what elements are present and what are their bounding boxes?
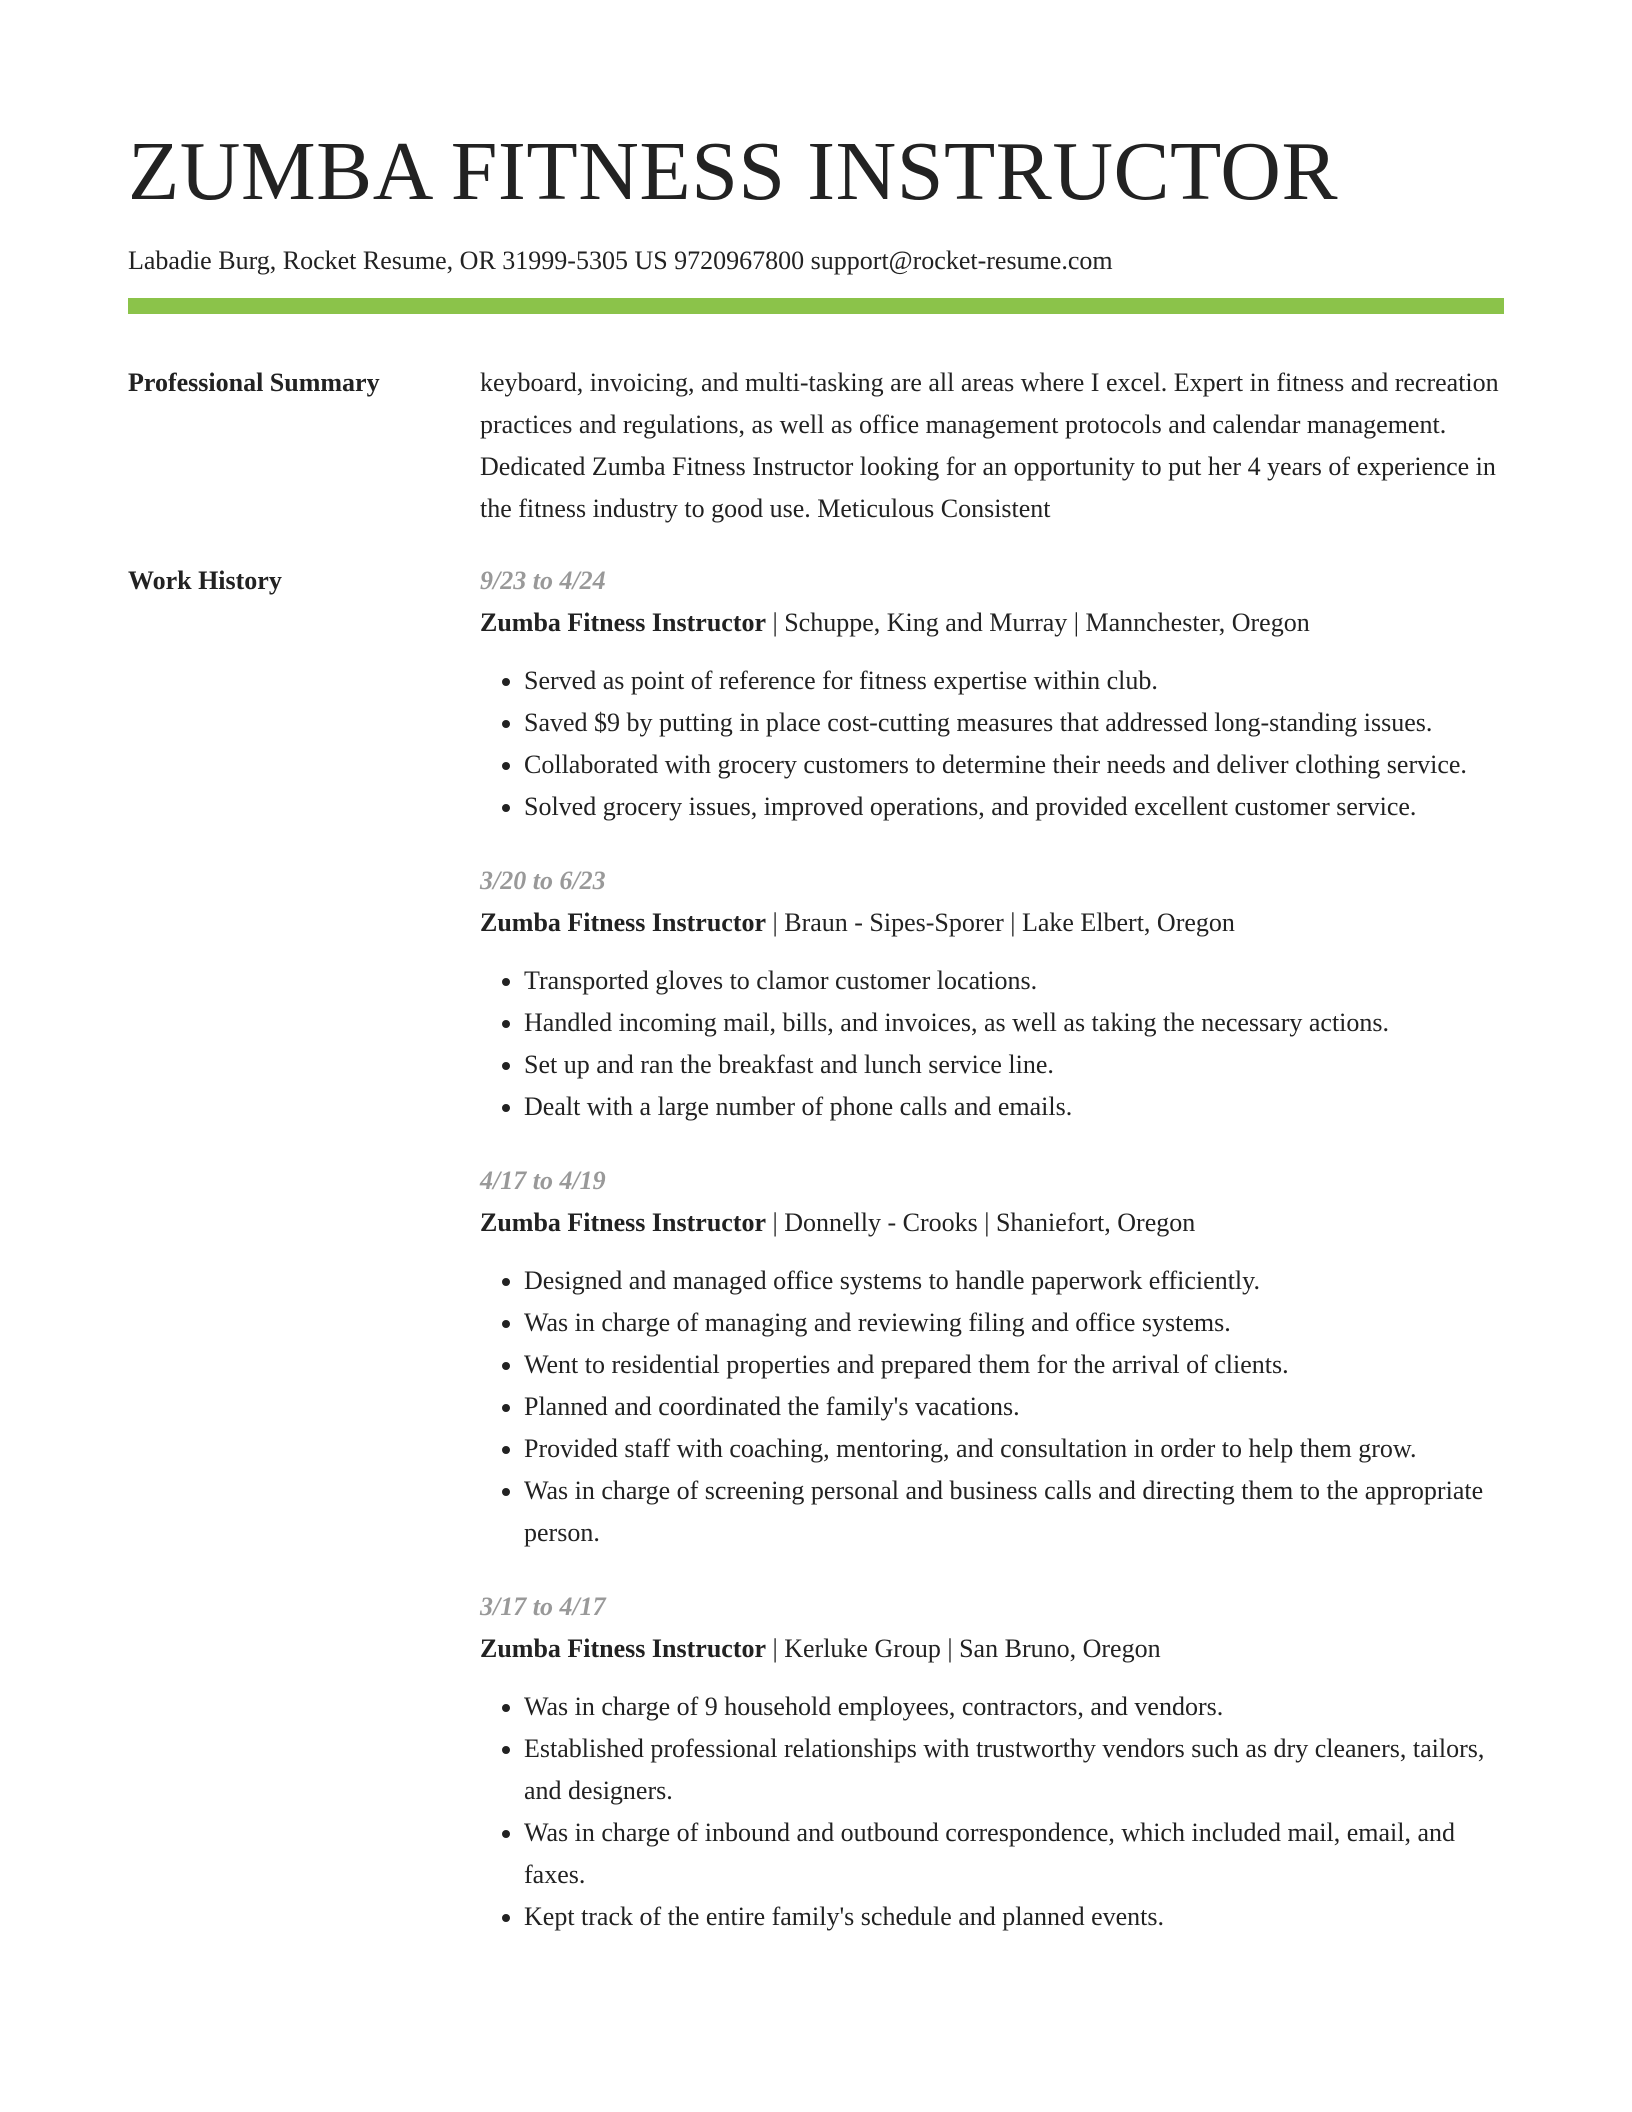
- job-bullet: • Was in charge of inbound and outbound correspondence, which included mail, email, and faxes.: [524, 1812, 1504, 1896]
- job-entry: [480, 560, 1504, 828]
- contact-line: Labadie Burg, Rocket Resume, OR 31999-5305 US 9720967800 support@rocket-resume.com: [128, 246, 1113, 275]
- job-bullets: [480, 660, 1504, 828]
- job-bullet: • Dealt with a large number of phone calls and emails.: [524, 1086, 1504, 1128]
- job-bullet: • Saved $9 by putting in place cost-cutting measures that addressed long-standing issues.: [524, 702, 1504, 744]
- job-details: | Braun - Sipes-Sporer | Lake Elbert, Oregon: [766, 908, 1235, 937]
- job-title: Zumba Fitness Instructor: [480, 908, 767, 937]
- job-bullet: • Established professional relationships with trustworthy vendors such as dry cleaners, tailors, and designers.: [524, 1728, 1504, 1812]
- job-bullet: • Kept track of the entire family's schedule and planned events.: [524, 1896, 1504, 1938]
- job-bullet: • Was in charge of screening personal and business calls and directing them to the appropriate person.: [524, 1470, 1504, 1554]
- job-bullet: • Solved grocery issues, improved operations, and provided excellent customer service.: [524, 786, 1504, 828]
- section-label-summary: Professional Summary: [128, 368, 380, 397]
- job-heading: [480, 602, 1504, 644]
- job-dates: 4/17 to 4/19: [480, 1166, 606, 1195]
- job-dates: 9/23 to 4/24: [480, 566, 606, 595]
- job-details: | Kerluke Group | San Bruno, Oregon: [766, 1634, 1161, 1663]
- work-history-body: [480, 560, 1504, 1970]
- job-title: Zumba Fitness Instructor: [480, 608, 767, 637]
- work-history-section: [128, 560, 1504, 1970]
- job-details: | Donnelly - Crooks | Shaniefort, Oregon: [766, 1208, 1196, 1237]
- job-bullet: • Collaborated with grocery customers to determine their needs and deliver clothing service.: [524, 744, 1504, 786]
- job-bullet: • Went to residential properties and prepared them for the arrival of clients.: [524, 1344, 1504, 1386]
- job-bullet: • Planned and coordinated the family's vacations.: [524, 1386, 1504, 1428]
- resume-page: [128, 0, 1504, 1970]
- job-dates: 3/17 to 4/17: [480, 1592, 606, 1621]
- job-details: | Schuppe, King and Murray | Mannchester, Oregon: [766, 608, 1310, 637]
- job-dates: 3/20 to 6/23: [480, 866, 606, 895]
- job-bullet: • Was in charge of 9 household employees, contractors, and vendors.: [524, 1686, 1504, 1728]
- job-bullet: • Was in charge of managing and reviewing filing and office systems.: [524, 1302, 1504, 1344]
- header-divider: [128, 298, 1504, 314]
- section-label-work-history: Work History: [128, 566, 282, 595]
- job-bullet: • Designed and managed office systems to handle paperwork efficiently.: [524, 1260, 1504, 1302]
- resume-name-heading: ZUMBA FITNESS INSTRUCTOR: [128, 125, 1338, 218]
- job-title: Zumba Fitness Instructor: [480, 1208, 767, 1237]
- job-entry: [480, 1586, 1504, 1938]
- summary-text: keyboard, invoicing, and multi-tasking are all areas where I excel. Expert in fitness and recreation practices and regulations, as well as office management protocols and calendar management. Dedicated Zumba Fitness Instructor looking for an opportunity to put her 4 years of experience in the fitness industry to good use. Meticulous Consistent: [480, 368, 1499, 523]
- job-heading: [480, 902, 1504, 944]
- job-bullet: • Provided staff with coaching, mentoring, and consultation in order to help them grow.: [524, 1428, 1504, 1470]
- job-heading: [480, 1202, 1504, 1244]
- professional-summary-section: [128, 362, 1504, 530]
- job-entry: [480, 1160, 1504, 1554]
- job-bullet: • Set up and ran the breakfast and lunch service line.: [524, 1044, 1504, 1086]
- job-heading: [480, 1628, 1504, 1670]
- job-bullet: • Transported gloves to clamor customer locations.: [524, 960, 1504, 1002]
- job-bullet: • Served as point of reference for fitness expertise within club.: [524, 660, 1504, 702]
- job-bullets: [480, 1686, 1504, 1938]
- summary-body: [480, 362, 1504, 530]
- job-bullets: [480, 960, 1504, 1128]
- job-title: Zumba Fitness Instructor: [480, 1634, 767, 1663]
- job-bullet: • Handled incoming mail, bills, and invoices, as well as taking the necessary actions.: [524, 1002, 1504, 1044]
- job-bullets: [480, 1260, 1504, 1554]
- job-entry: [480, 860, 1504, 1128]
